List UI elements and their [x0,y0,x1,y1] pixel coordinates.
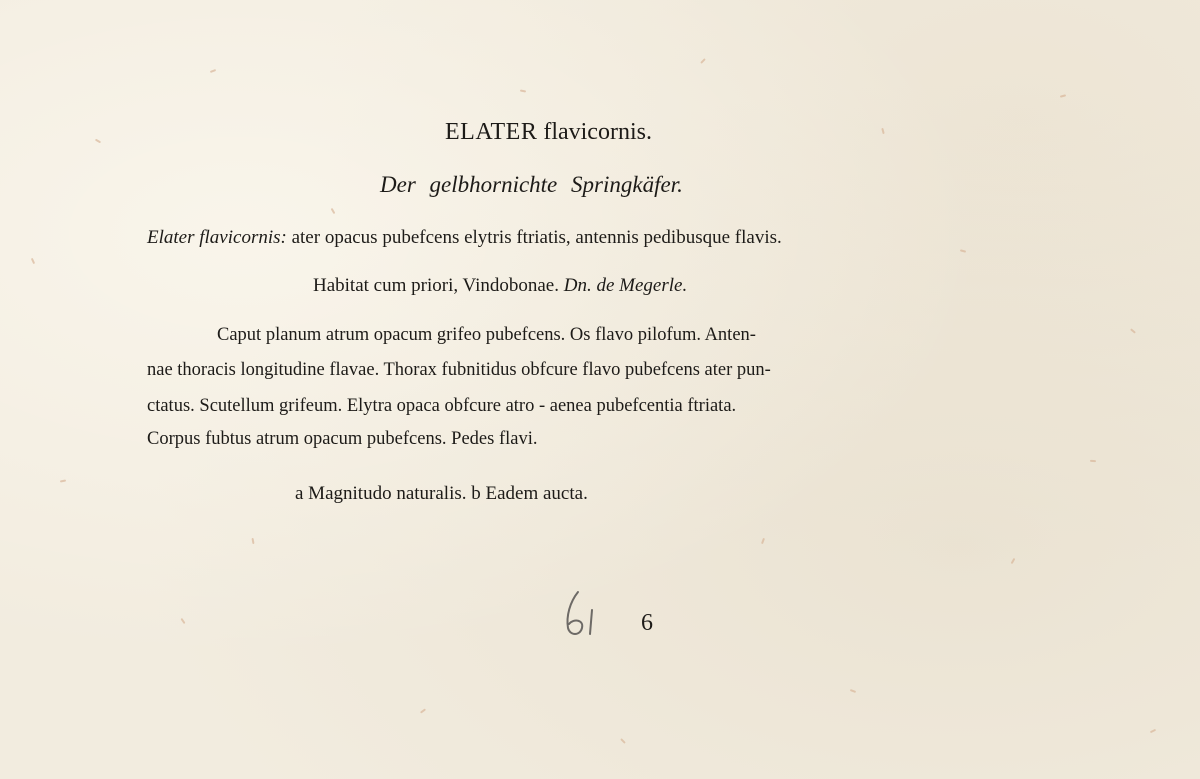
paper-fleck [420,708,426,713]
paper-fleck [180,618,185,624]
paper-fleck [60,479,66,482]
paper-fleck [251,538,254,544]
paper-fleck [95,139,101,144]
habitat-line [313,276,687,295]
paper-fleck [1011,558,1016,564]
description-line: Corpus fubtus atrum opacum pubefcens. Pedes flavi. [147,429,538,449]
paper-fleck [1060,94,1066,97]
paper-fleck [210,69,216,73]
paper-fleck [1090,460,1096,463]
paper-fleck [31,258,35,264]
paper-fleck [520,89,526,92]
description-line [147,326,756,345]
paper-fleck [960,249,966,252]
description-line-text: Caput planum atrum opacum grifeo pubefcens. Os flavo pilofum. Anten- [217,325,756,345]
page-number: 6 [641,610,653,636]
habitat-text: Habitat cum priori, Vindobonae. [313,275,559,296]
paper-fleck [761,538,765,544]
species-name: flavicornis. [543,119,652,145]
paper-fleck [881,128,884,134]
paper-fleck [850,689,856,693]
paper-fleck [1150,729,1156,733]
genus-name: ELATER [445,119,538,145]
diagnosis-species-name: Elater flavicornis: [147,227,287,248]
diagnosis-text: ater opacus pubefcens elytris ftriatis, antennis pedibusque flavis. [291,227,782,248]
figure-caption: a Magnitudo naturalis. b Eadem aucta. [295,483,588,504]
paper-fleck [700,58,706,64]
description-line: nae thoracis longitudine flavae. Thorax fubnitidus obfcure flavo pubefcens ater pun- [147,360,771,380]
german-name: Der gelbhornichte Springkäfer. [380,172,683,197]
description-line: ctatus. Scutellum grifeum. Elytra opaca obfcure atro - aenea pubefcentia ftriata. [147,396,737,416]
paper-fleck [331,208,336,214]
pencil-annotation [562,588,602,640]
habitat-collector: Dn. de Megerle. [563,275,688,296]
paper-fleck [620,738,626,744]
paper-fleck [1130,328,1136,333]
plate-title [445,120,652,144]
species-diagnosis [147,228,782,247]
